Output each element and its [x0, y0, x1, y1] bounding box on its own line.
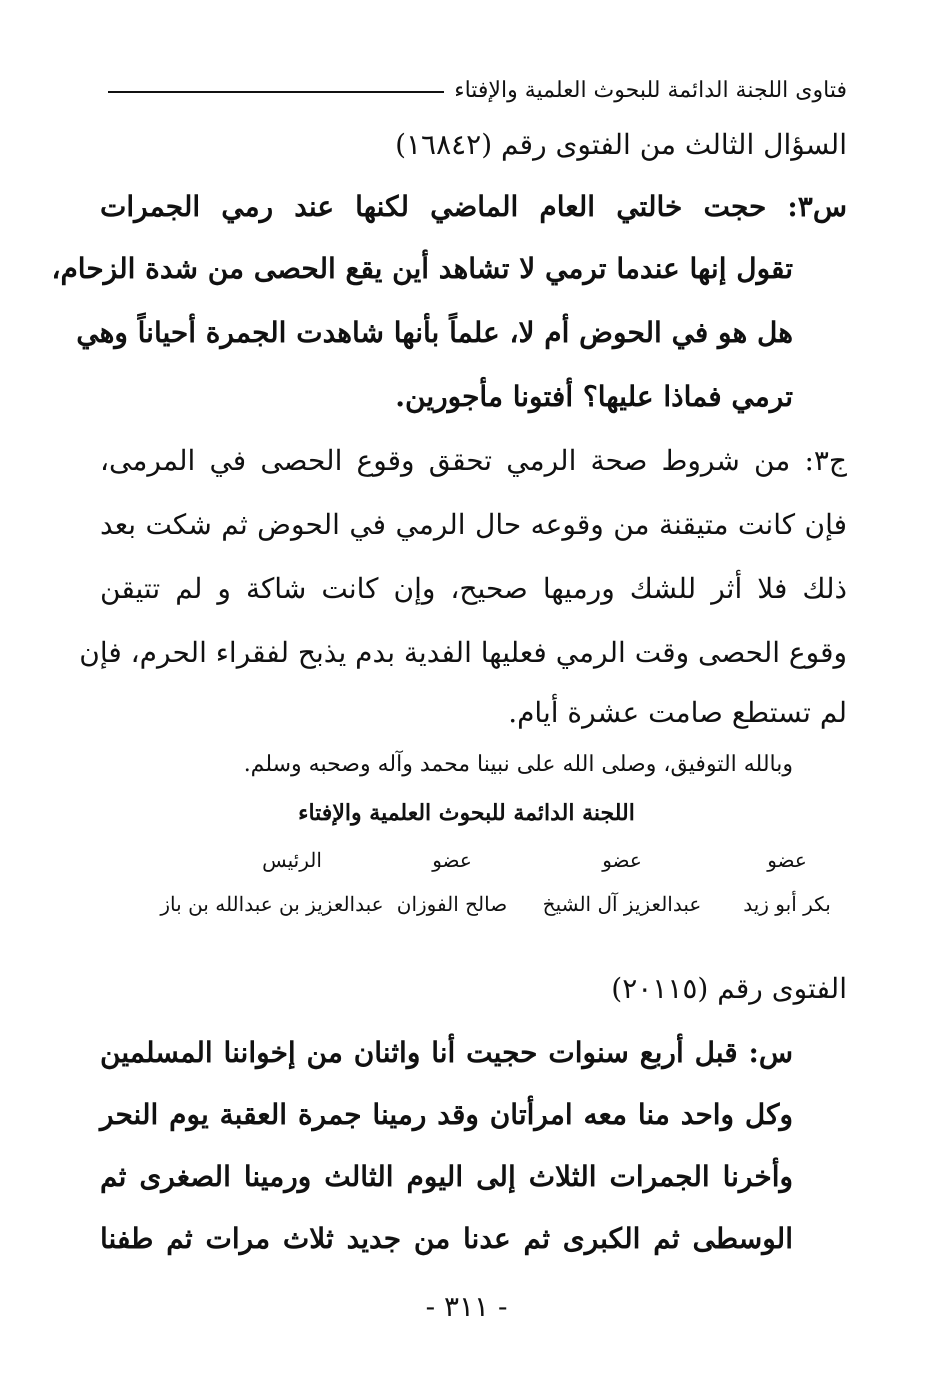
role-member-2: عضو	[602, 848, 642, 872]
role-chairman: الرئيس	[262, 848, 322, 872]
header-title: فتاوى اللجنة الدائمة للبحوث العلمية والإفتاء	[454, 77, 847, 103]
committee-title: اللجنة الدائمة للبحوث العلمية والإفتاء	[298, 800, 635, 826]
name-chairman: عبدالعزيز بن عبدالله بن باز	[160, 892, 384, 916]
question2-line-3: وأخرنا الجمرات الثلاث إلى اليوم الثالث ورمينا الصغرى ثم	[100, 1160, 793, 1193]
running-header	[108, 72, 847, 108]
signatory-roles	[130, 848, 847, 872]
question-line-4: ترمي فماذا عليها؟ أفتونا مأجورين.	[395, 380, 793, 413]
name-member-1: بكر أبو زيد	[743, 892, 831, 916]
answer-line-5: لم تستطع صامت عشرة أيام.	[508, 696, 847, 729]
fatwa-heading-1: السؤال الثالث من الفتوى رقم (١٦٨٤٢)	[395, 128, 847, 161]
question2-line-2: وكل واحد منا معه امرأتان وقد رمينا جمرة العقبة يوم النحر	[100, 1098, 793, 1131]
name-member-2: عبدالعزيز آل الشيخ	[542, 892, 702, 916]
header-rule	[108, 91, 444, 93]
role-member-3: عضو	[432, 848, 472, 872]
name-member-3: صالح الفوزان	[396, 892, 508, 916]
closing-line: وبالله التوفيق، وصلى الله على نبينا محمد وآله وصحبه وسلم.	[243, 752, 793, 777]
question2-line-1: س: قبل أربع سنوات حجيت أنا واثنان من إخواننا المسلمين	[100, 1036, 793, 1069]
question-line-3: هل هو في الحوض أم لا، علماً بأنها شاهدت الجمرة أحياناً وهي	[76, 316, 793, 349]
fatwa-heading-2: الفتوى رقم (٢٠١١٥)	[611, 972, 847, 1005]
role-member-1: عضو	[767, 848, 807, 872]
signatory-names	[130, 892, 847, 916]
answer-line-2: فإن كانت متيقنة من وقوعه حال الرمي في الحوض ثم شكت بعد	[100, 508, 847, 541]
page-number: - ٣١١ -	[425, 1290, 508, 1323]
question-line-2: تقول إنها عندما ترمي لا تشاهد أين يقع الحصى من شدة الزحام،	[51, 252, 793, 285]
answer-line-1: ج٣: من شروط صحة الرمي تحقق وقوع الحصى في المرمى،	[100, 444, 847, 477]
question-line-1: س٣: حجت خالتي العام الماضي لكنها عند رمي الجمرات	[100, 190, 847, 223]
question2-line-4: الوسطى ثم الكبرى ثم عدنا من جديد ثلاث مرات ثم طفنا	[100, 1222, 793, 1255]
answer-line-3: ذلك فلا أثر للشك ورميها صحيح، وإن كانت شاكة و لم تتيقن	[100, 572, 847, 605]
answer-line-4: وقوع الحصى وقت الرمي فعليها الفدية بدم يذبح لفقراء الحرم، فإن	[79, 636, 847, 669]
